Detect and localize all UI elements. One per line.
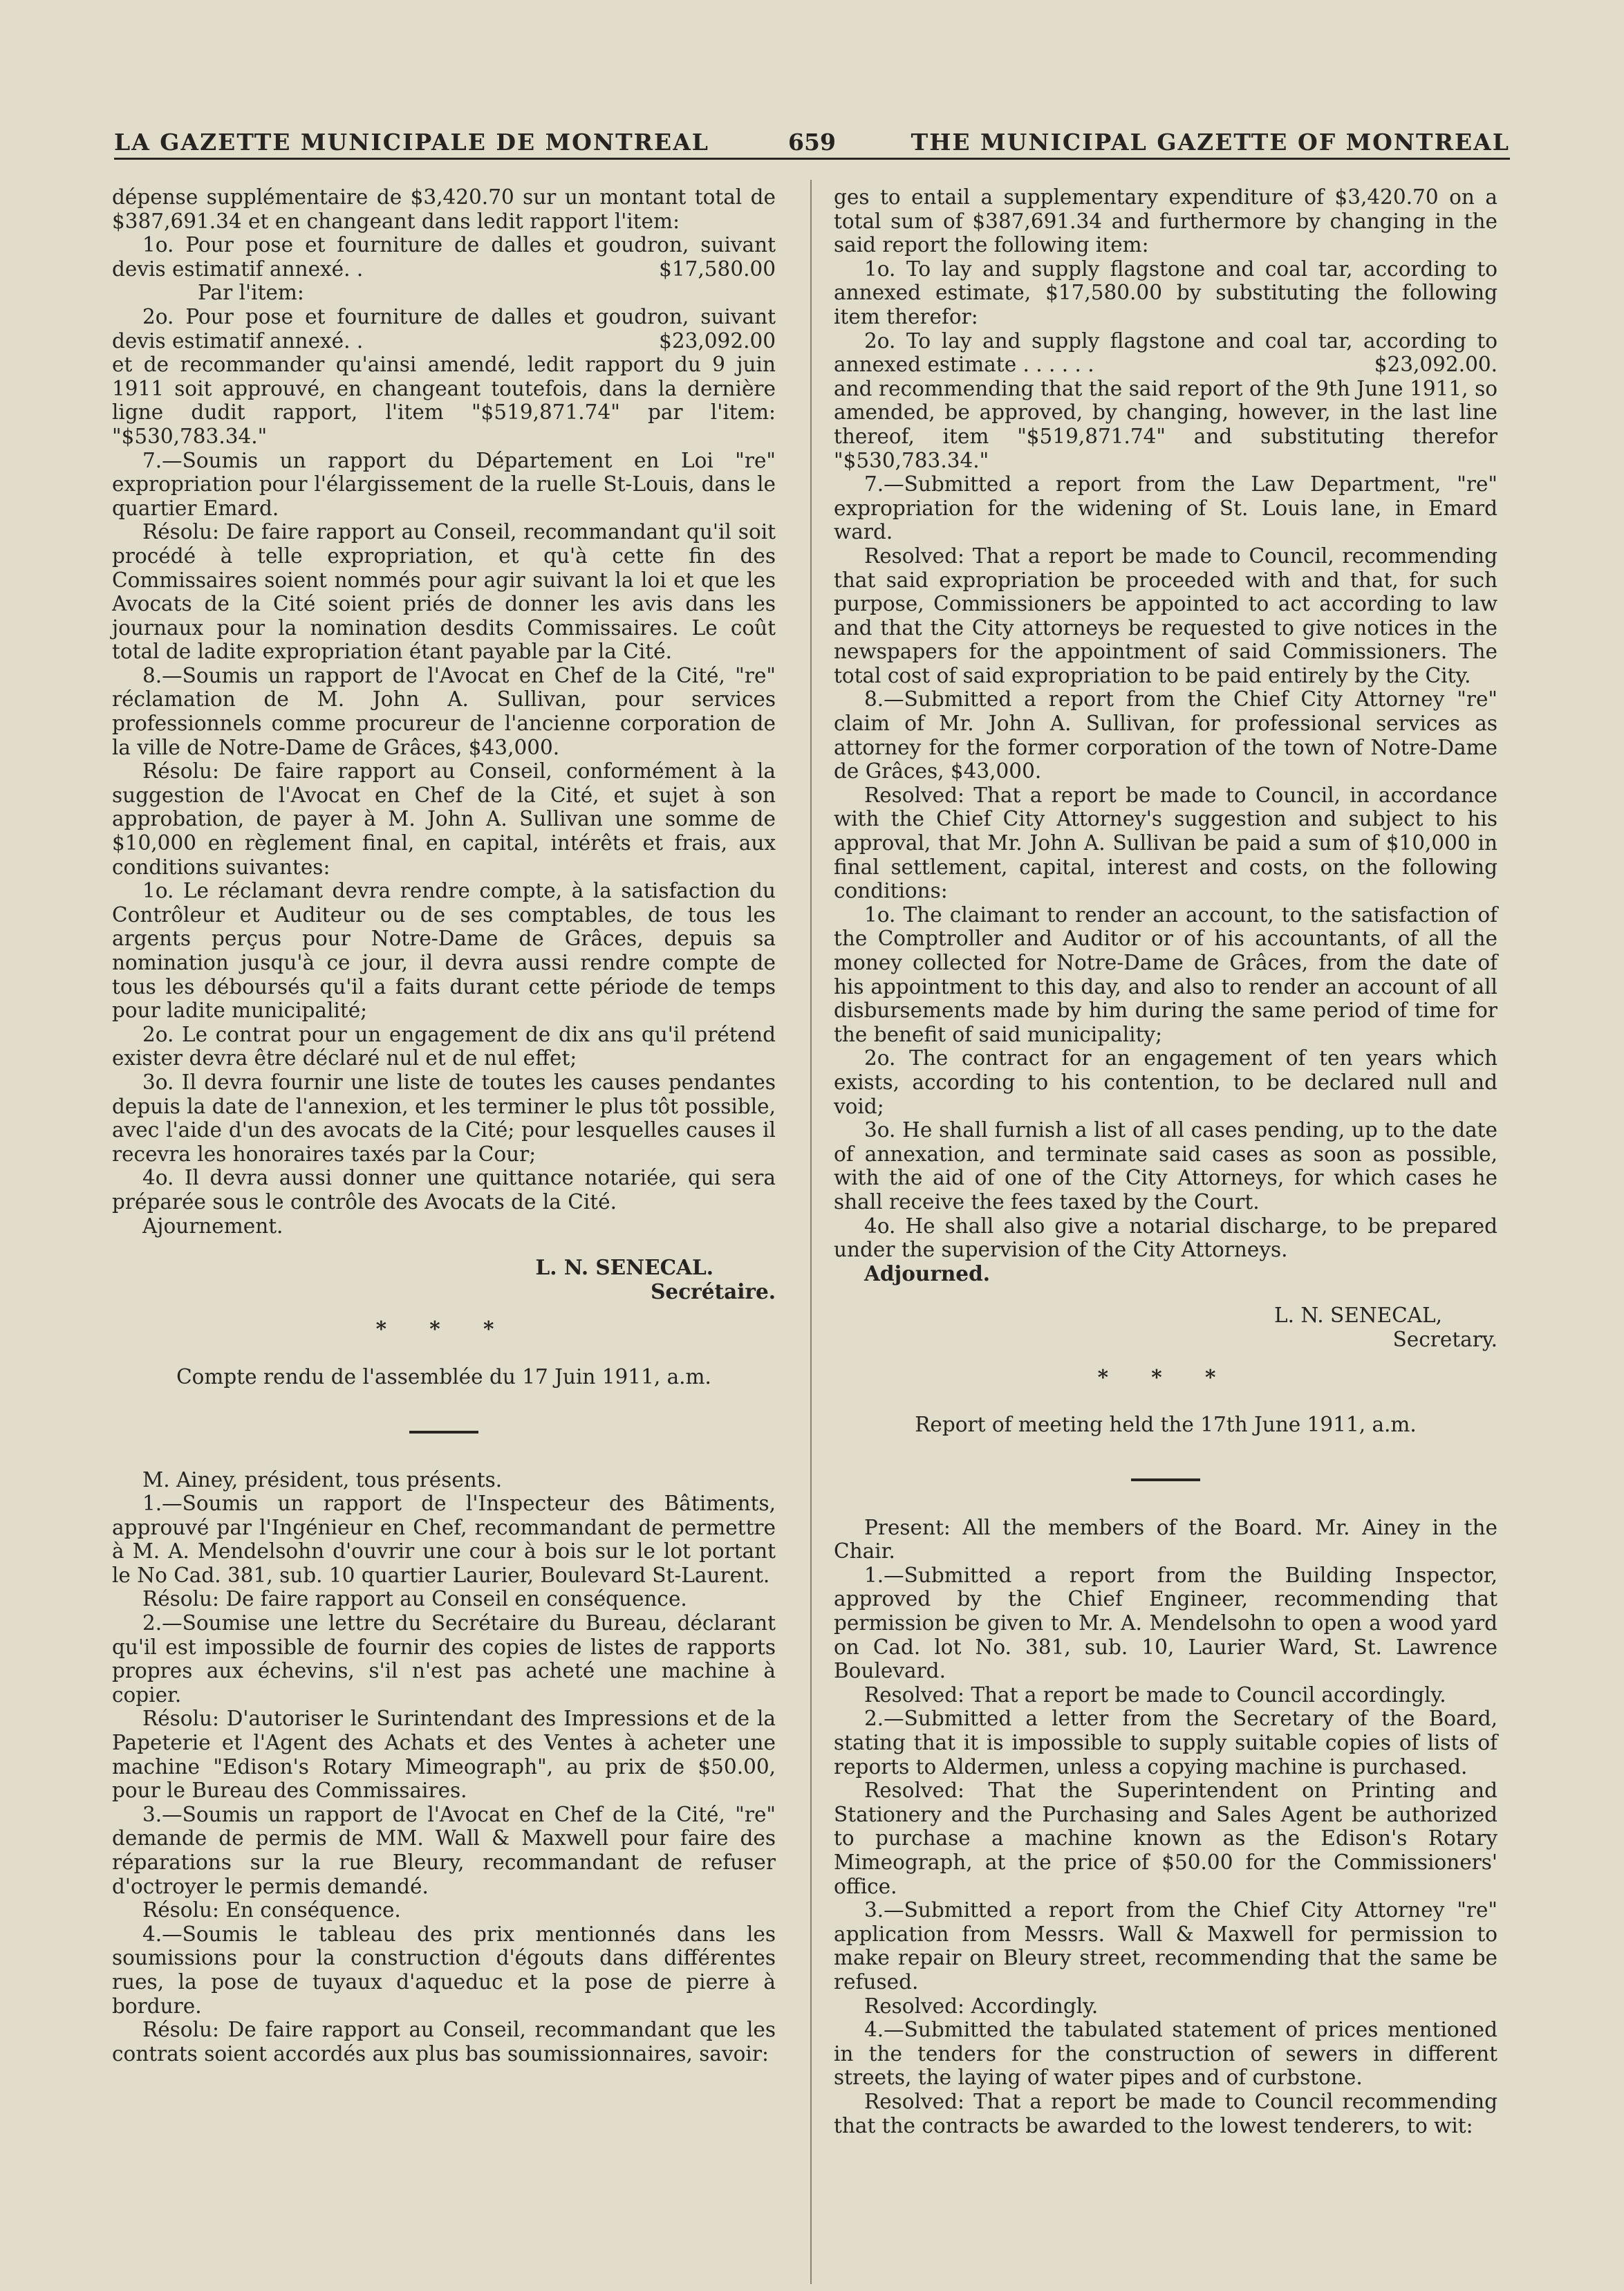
en-adjourn: Adjourned. [864,1261,990,1286]
en-q1: 1.—Submitted a report from the Building Inspector, approved by the Chief Engineer, recommending that permission be given to Mr. A. Mendelsohn to open a wood yard on Cad. lot No. 381, sub. 10, Laurier Ward, St. Lawrence Boulevard. [834,1563,1497,1683]
header-english-title: THE MUNICIPAL GAZETTE OF MONTREAL [911,129,1510,156]
en-item-7-resolution: Resolved: That a report be made to Council, recommending that said expropriation be proceeded with and that, for such purpose, Commissioners be appointed to act according to law and that the City attorneys be requested to give notices in the newspapers for the appointment of said Commissioners. The total cost of said expropriation to be paid entirely by the City. [834,544,1497,687]
fr-condition-3: 3o. Il devra fournir une liste de toutes les causes pendantes depuis la date de l'annexion, et les terminer le plus tôt possible, avec l'aide d'un des avocats de la Cité; pour lesquelles causes il recevra les honoraires taxés par la Cour; [112,1070,776,1166]
en-item-1: 1o. To lay and supply flagstone and coal tar, according to annexed estimate, $17,580.00 by substituting the following item therefor: [834,257,1497,328]
fr-q3: 3.—Soumis un rapport de l'Avocat en Chef de la Cité, "re" demande de permis de MM. Wall & Maxwell pour faire des réparations sur la rue Bleury, recommandant de refuser d'octroyer le permis demandé. [112,1802,776,1898]
fr-intro: dépense supplémentaire de $3,420.70 sur un montant total de $387,691.34 et en changeant dans ledit rapport l'item: [112,185,776,233]
fr-q4-resolution: Résolu: De faire rapport au Conseil, recommandant que les contrats soient accordés aux plus bas soumissionnaires, savoir: [112,2018,776,2066]
en-item-2 [834,329,1497,377]
header-french-title: LA GAZETTE MUNICIPALE DE MONTREAL [114,129,710,156]
fr-item-7: 7.—Soumis un rapport du Département en Loi "re" expropriation pour l'élargissement de la ruelle St-Louis, dans le quartier Emard. [112,448,776,520]
page-number: 659 [788,129,836,156]
en-q4: 4.—Submitted the tabulated statement of prices mentioned in the tenders for the construction of sewers in different streets, the laying of water pipes and of curbstone. [834,2018,1497,2090]
fr-q2-resolution: Résolu: D'autoriser le Surintendant des Impressions et de la Papeterie et l'Agent des Achats et des Ventes à acheter une machine "Edison's Rotary Mimeograph", au prix de $50.00, pour le Bureau des Commissaires. [112,1707,776,1803]
en-present: Present: All the members of the Board. Mr. Ainey in the Chair. [834,1515,1497,1564]
en-item-2-amount: $23,092.00. [1374,353,1497,377]
en-q2-resolution: Resolved: That the Superintendent on Printing and Stationery and the Purchasing and Sales Agent be authorized to purchase a machine known as the Edison's Rotary Mimeograph, at the price of $50.00 for the Commissioners' office. [834,1779,1497,1898]
fr-meeting-heading: Compte rendu de l'assemblée du 17 Juin 1911, a.m. [176,1364,711,1389]
en-condition-4: 4o. He shall also give a notarial discharge, to be prepared under the supervision of the City Attorneys. [834,1214,1497,1262]
en-condition-1: 1o. The claimant to render an account, to the satisfaction of the Comptroller and Auditor or of his accountants, of all the money collected for Notre-Dame de Grâces, from the date of his appointment to this day, and also to render an account of all disbursements made by him during the same period of time for the benefit of said municipality; [834,902,1497,1046]
fr-condition-2: 2o. Le contrat pour un engagement de dix ans qu'il prétend exister devra être déclaré nul et de nul effet; [112,1022,776,1070]
fr-condition-4: 4o. Il devra aussi donner une quittance notariée, qui sera préparée sous le contrôle des Avocats de la Cité. [112,1166,776,1214]
en-signature-title: Secretary. [1392,1327,1497,1351]
fr-item-2-amount: $23,092.00 [659,328,776,353]
en-item-2-label: 2o. To lay and supply flagstone and coal tar, according to annexed estimate . . . . . . [834,328,1497,377]
page-header [114,123,1510,160]
en-section-rule [1131,1478,1200,1481]
fr-q1: 1.—Soumis un rapport de l'Inspecteur des Bâtiments, approuvé par l'Ingénieur en Chef, recommandant de permettre à M. A. Mendelsohn d'ouvrir une cour à bois sur le lot portant le No Cad. 381, sub. 10 quartier Laurier, Boulevard St-Laurent. [112,1492,776,1587]
column-divider [810,180,812,2284]
fr-q2: 2.—Soumise une lettre du Secrétaire du Bureau, déclarant qu'il est impossible de fournir des copies de listes de rapports propres aux échevins, s'il n'est pas acheté une machine à copier. [112,1611,776,1707]
en-q4-resolution: Resolved: That a report be made to Council recommending that the contracts be awarded to the lowest tenderers, to wit: [834,2089,1497,2137]
fr-q3-resolution: Résolu: En conséquence. [142,1898,401,1922]
fr-item-2-label: 2o. Pour pose et fourniture de dalles et goudron, suivant devis estimatif annexé. . [112,304,776,353]
en-q3: 3.—Submitted a report from the Chief City Attorney "re" application from Messrs. Wall & Maxwell for permission to make repair on Bleury street, recommending that the same be refused. [834,1898,1497,1994]
english-column [834,185,1497,2137]
fr-signature-title: Secrétaire. [651,1279,776,1304]
en-condition-2: 2o. The contract for an engagement of ten years which exists, according to his contention, to be declared null and void; [834,1046,1497,1118]
fr-item-1-label: 1o. Pour pose et fourniture de dalles et goudron, suivant devis estimatif annexé. . [112,233,776,281]
en-q2: 2.—Submitted a letter from the Secretary of the Board, stating that it is impossible to supply suitable copies of lists of reports to Aldermen, unless a copying machine is purchased. [834,1707,1497,1779]
en-intro: ges to entail a supplementary expenditure of $3,420.70 on a total sum of $387,691.34 and furthermore by changing in the said report the following item: [834,185,1497,257]
en-item-8: 8.—Submitted a report from the Chief City Attorney "re" claim of Mr. John A. Sullivan, for professional services as attorney for the former corporation of the town of Notre-Dame de Grâces, $43,000. [834,687,1497,783]
fr-q4: 4.—Soumis le tableau des prix mentionnés dans les soumissions pour la construction d'égouts dans différentes rues, la pose de tuyaux d'aqueduc et la pose de pierre à bordure. [112,1922,776,2018]
en-recommend: and recommending that the said report of the 9th June 1911, so amended, be approved, by changing, however, in the last line thereof, item "$519,871.74" and substituting therefor "$530,783.34." [834,376,1497,472]
fr-item-7-resolution: Résolu: De faire rapport au Conseil, recommandant qu'il soit procédé à telle expropriation, et qu'à cette fin des Commissaires soient nommés pour agir suivant la loi et que les Avocats de la Cité soient priés de donner les avis dans les journaux pour la nomination desdits Commissaires. Le coût total de ladite expropriation étant payable par la Cité. [112,520,776,664]
fr-section-rule [409,1431,478,1434]
fr-item-8: 8.—Soumis un rapport de l'Avocat en Chef de la Cité, "re" réclamation de M. John A. Sullivan, pour services professionnels comme procureur de l'ancienne corporation de la ville de Notre-Dame de Grâces, $43,000. [112,663,776,759]
en-item-8-resolution: Resolved: That a report be made to Council, in accordance with the Chief City Attorney's suggestion and subject to his approval, that Mr. John A. Sullivan be paid a sum of $10,000 in final settlement, capital, interest and costs, on the following conditions: [834,783,1497,903]
fr-q1-resolution: Résolu: De faire rapport au Conseil en conséquence. [142,1587,687,1611]
en-section-stars: * * * [1097,1364,1234,1389]
fr-item-8-resolution: Résolu: De faire rapport au Conseil, conformément à la suggestion de l'Avocat en Chef de la Cité, et sujet à son approbation, de payer à M. John A. Sullivan une somme de $10,000 en règlement final, en capital, intérêts et frais, aux conditions suivantes: [112,759,776,879]
french-column [112,185,776,2066]
en-meeting-heading: Report of meeting held the 17th June 1911, a.m. [915,1413,1417,1437]
fr-item-2 [112,305,776,353]
fr-signature-name: L. N. SENECAL. [535,1255,713,1280]
fr-adjourn: Ajournement. [142,1214,283,1238]
fr-section-stars: * * * [375,1317,512,1342]
en-q3-resolution: Resolved: Accordingly. [864,1994,1099,2018]
en-q1-resolution: Resolved: That a report be made to Council accordingly. [864,1682,1446,1707]
fr-item-1 [112,233,776,281]
fr-condition-1: 1o. Le réclamant devra rendre compte, à la satisfaction du Contrôleur et Auditeur ou de ses comptables, de tous les argents perçus pour Notre-Dame de Grâces, depuis sa nomination jusqu'à ce jour, il devra aussi rendre compte de tous les déboursés qu'il a faits durant cette période de temps pour ladite municipalité; [112,879,776,1023]
en-signature-name: L. N. SENECAL, [1274,1304,1442,1328]
fr-item-1-amount: $17,580.00 [659,257,776,281]
fr-recommend: et de recommander qu'ainsi amendé, ledit rapport du 9 juin 1911 soit approuvé, en changeant toutefois, dans la dernière ligne dudit rapport, l'item "$519,871.74" par l'item: "$530,783.34." [112,353,776,448]
fr-par-item: Par l'item: [198,281,304,305]
en-item-7: 7.—Submitted a report from the Law Department, "re" expropriation for the widening of St. Louis lane, in Emard ward. [834,472,1497,544]
en-condition-3: 3o. He shall furnish a list of all cases pending, up to the date of annexation, and terminate said cases as soon as possible, with the aid of one of the City Attorneys, for which cases he shall receive the fees taxed by the Court. [834,1118,1497,1214]
fr-present: M. Ainey, président, tous présents. [142,1467,503,1492]
